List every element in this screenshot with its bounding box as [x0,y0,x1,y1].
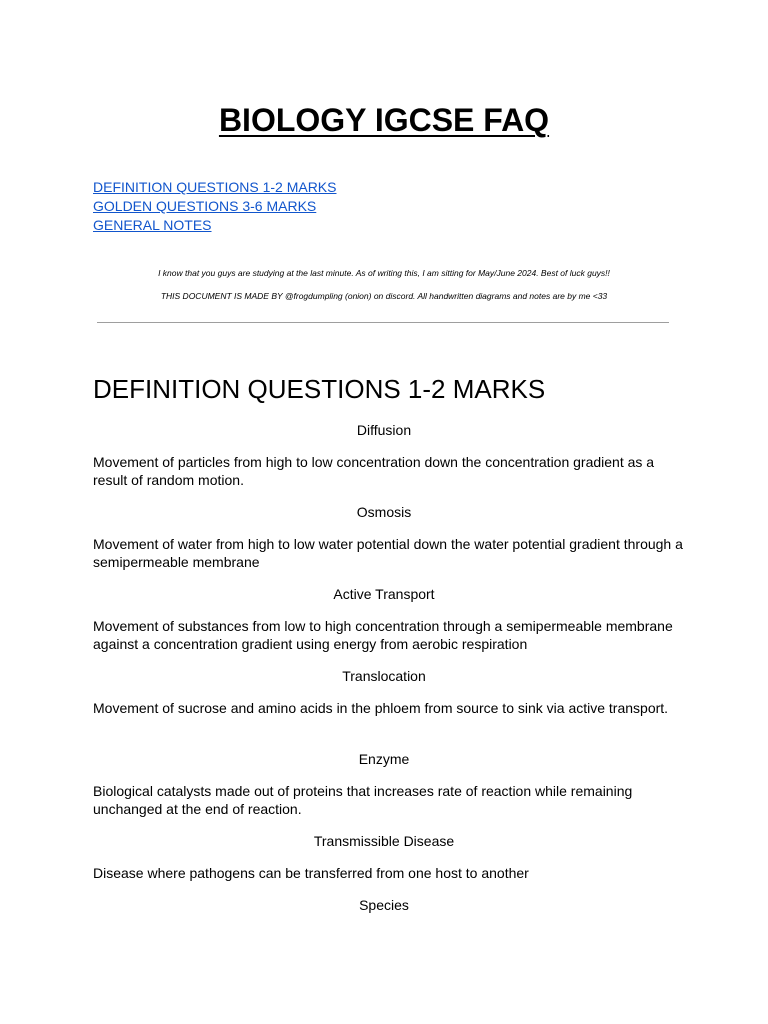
credits-note: THIS DOCUMENT IS MADE BY @frogdumpling (onion) on discord. All handwritten diagrams and notes are by me <33 [160,291,608,301]
term-heading: Enzyme [358,751,410,767]
document-title: BIOLOGY IGCSE FAQ [218,102,550,138]
term-heading: Diffusion [356,422,412,438]
author-note: I know that you guys are studying at the last minute. As of writing this, I am sitting for May/June 2024. Best of luck guys!! [158,268,610,278]
definition-text: Movement of substances from low to high concentration through a semipermeable membrane against a concentration gradient using energy from aerobic respiration [93,618,673,652]
horizontal-divider [97,322,669,323]
term-heading: Osmosis [356,504,412,520]
definition-text: Movement of water from high to low water potential down the water potential gradient through a semipermeable membrane [93,536,683,570]
toc-link-golden-questions[interactable]: GOLDEN QUESTIONS 3-6 MARKS [93,198,317,214]
term-heading: Translocation [342,668,426,684]
definition-text: Movement of particles from high to low concentration down the concentration gradient as a result of random motion. [93,454,655,488]
table-of-contents [93,178,336,235]
definition-text: Movement of sucrose and amino acids in the phloem from source to sink via active transport. [93,700,669,716]
term-heading: Transmissible Disease [313,833,455,849]
term-heading: Species [359,897,409,913]
definition-text: Disease where pathogens can be transferred from one host to another [93,865,529,881]
definition-text: Biological catalysts made out of proteins that increases rate of reaction while remaining unchanged at the end of reaction. [93,783,633,817]
section-heading: DEFINITION QUESTIONS 1-2 MARKS [93,374,546,404]
toc-link-definition-questions[interactable]: DEFINITION QUESTIONS 1-2 MARKS [93,179,337,195]
toc-link-general-notes[interactable]: GENERAL NOTES [93,217,212,233]
term-heading: Active Transport [333,586,435,602]
